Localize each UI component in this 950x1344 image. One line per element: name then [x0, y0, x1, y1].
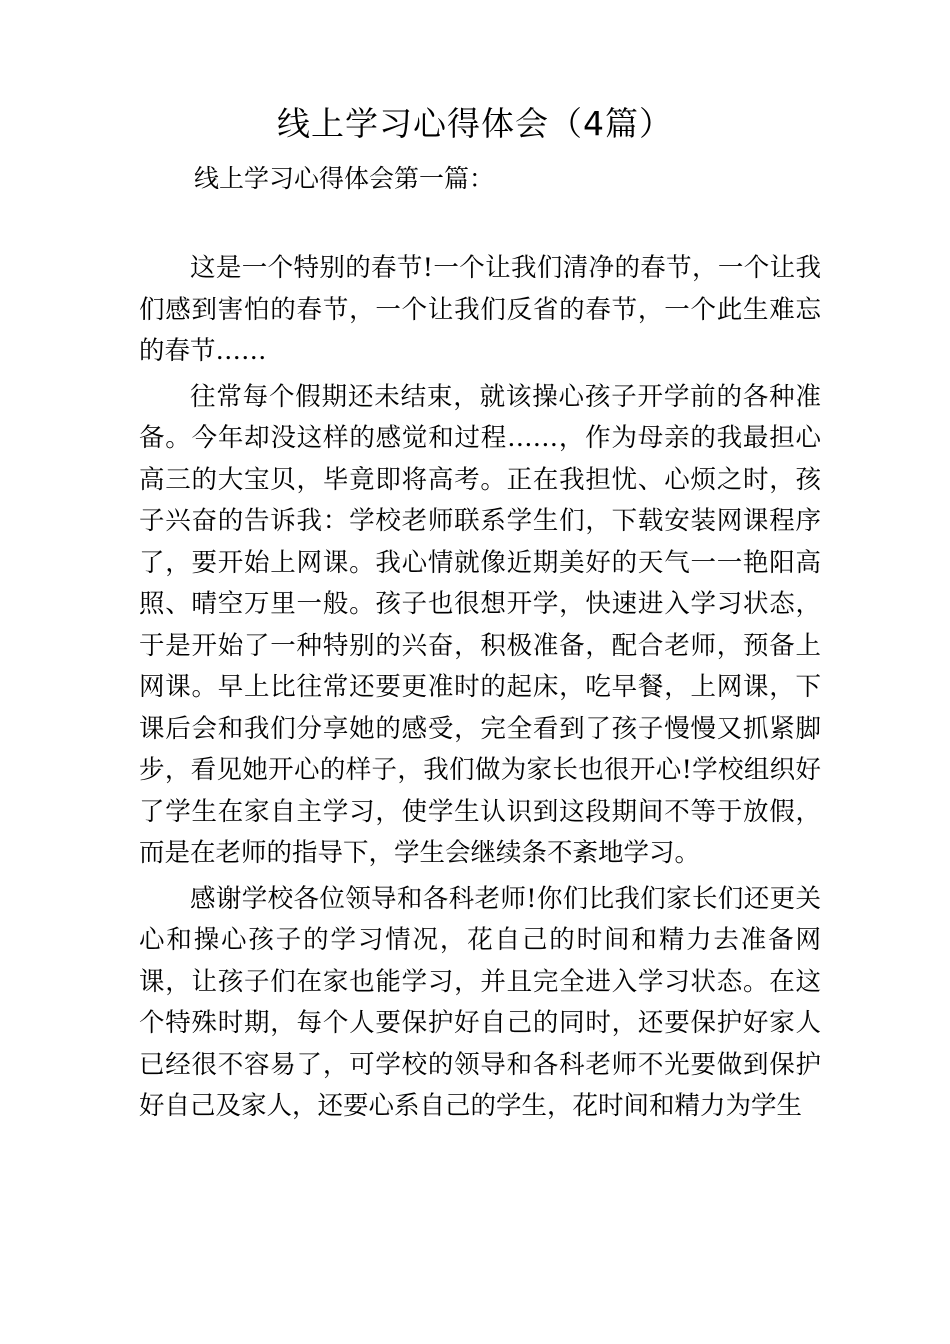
paragraph-1: 这是一个特别的春节!一个让我们清净的春节，一个让我们感到害怕的春节，一个让我们反省的春节，一个此生难忘的春节…… [139, 253, 821, 366]
paragraph-2: 往常每个假期还未结束，就该操心孩子开学前的各种准备。今年却没这样的感觉和过程……，作为母亲的我最担心高三的大宝贝，毕竟即将高考。正在我担忧、心烦之时，孩子兴奋的告诉我：学校老师联系学生们，下载安装网课程序了，要开始上网课。我心情就像近期美好的天气一一艳阳高照、晴空万里一般。孩子也很想开学，快速进入学习状态，于是开始了一种特别的兴奋，积极准备，配合老师，预备上网课。早上比往常还要更准时的起床，吃早餐，上网课，下课后会和我们分享她的感受，完全看到了孩子慢慢又抓紧脚步，看见她开心的样子，我们做为家长也很开心!学校组织好了学生在家自主学习，使学生认识到这段期间不等于放假，而是在老师的指导下，学生会继续条不紊地学习。 [139, 381, 821, 868]
document-title: 线上学习心得体会（4篇） [277, 104, 673, 143]
body-text [139, 248, 821, 1132]
paragraph-3: 感谢学校各位领导和各科老师!你们比我们家长们还更关心和操心孩子的学习情况，花自己的时间和精力去准备网课，让孩子们在家也能学习，并且完全进入学习状态。在这个特殊时期，每个人要保护好自己的同时，还要保护好家人已经很不容易了，可学校的领导和各科老师不光要做到保护好自己及家人，还要心系自己的学生，花时间和精力为学生 [139, 883, 821, 1121]
section-heading: 线上学习心得体会第一篇： [194, 164, 495, 193]
